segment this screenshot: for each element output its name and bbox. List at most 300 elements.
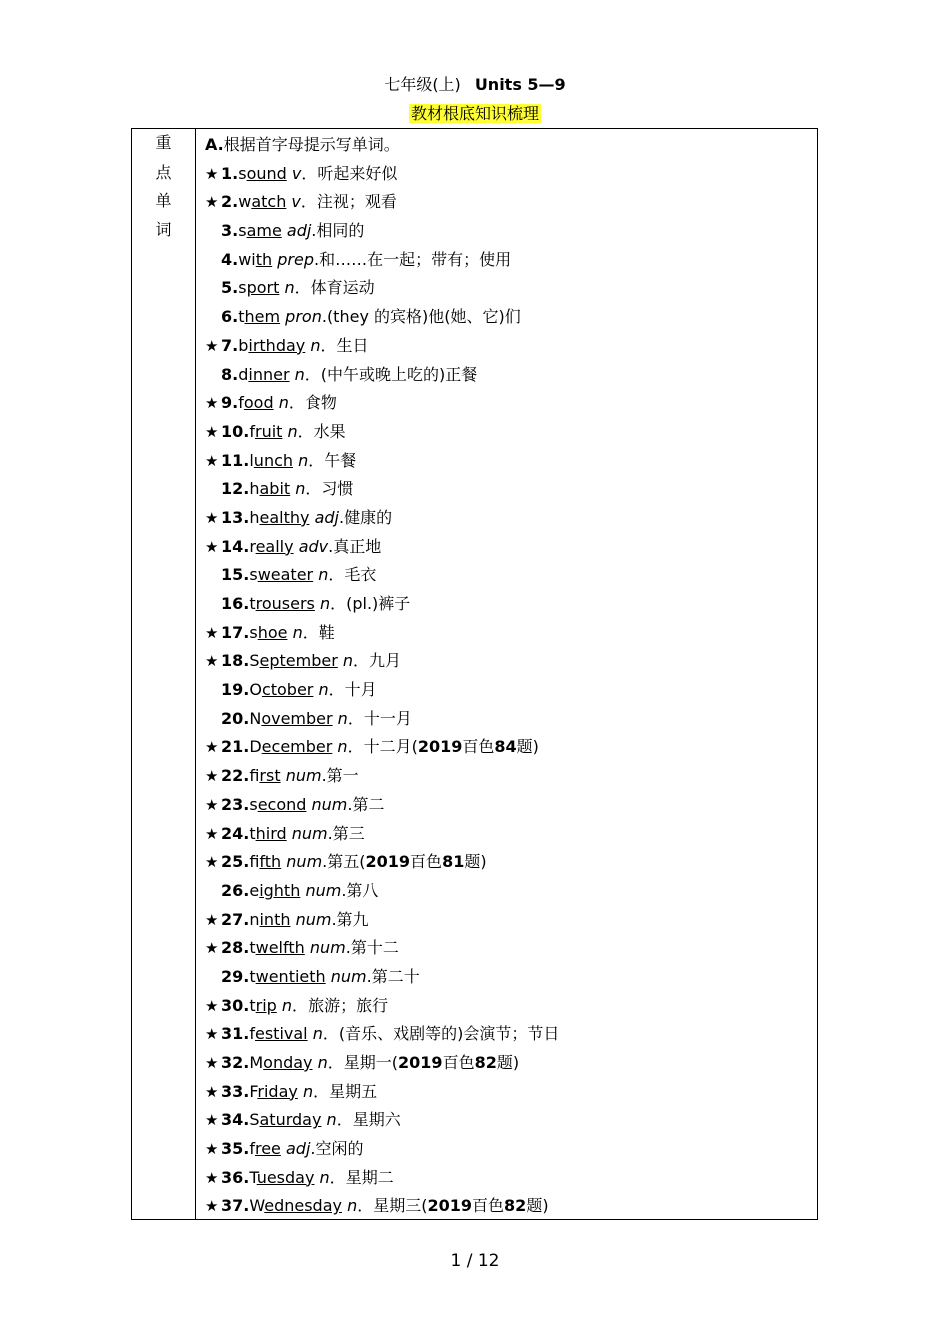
- vocab-item: [205, 1082, 810, 1111]
- pos-separator: ．: [357, 1196, 374, 1216]
- pos-separator: ．: [347, 708, 364, 728]
- answer-word: ree: [254, 1139, 281, 1159]
- meaning-text: 第十二: [350, 938, 399, 958]
- exam-place: 百色: [410, 852, 443, 872]
- meaning-text: 听起来好似: [317, 163, 398, 183]
- exam-question-number: 82: [474, 1053, 497, 1072]
- meaning-text: 星期五: [329, 1081, 378, 1101]
- item-number: 13.: [221, 507, 250, 527]
- part-of-speech: n: [319, 1167, 330, 1187]
- grade-label: 七年级(上): [384, 75, 461, 94]
- pos-separator: ．: [329, 1167, 346, 1187]
- pos-separator: ．: [302, 622, 319, 642]
- first-letter: S: [249, 651, 260, 671]
- vocab-item: [205, 508, 810, 537]
- exam-question-word: 题: [526, 1196, 543, 1216]
- item-number: 20.: [221, 708, 250, 728]
- item-number: 8.: [221, 364, 239, 384]
- instruction-row: [205, 135, 810, 164]
- vocab-item: [205, 680, 810, 709]
- meaning-text: (pl.)裤子: [346, 594, 411, 613]
- part-of-speech: pron: [285, 307, 322, 327]
- vocab-item: ★ 25.fifth num.第五(2019百色81题): [205, 852, 487, 872]
- item-number: 27.: [221, 909, 250, 929]
- part-of-speech: adj: [314, 507, 339, 527]
- item-number: 2.: [221, 192, 239, 212]
- part-of-speech: prep: [277, 249, 314, 269]
- pos-separator: .: [366, 966, 372, 986]
- pos-separator: ．: [320, 335, 337, 355]
- answer-word: ifth: [259, 852, 282, 872]
- part-of-speech: n: [337, 708, 348, 728]
- meaning-text: 十二月: [363, 737, 412, 757]
- first-letter: t: [249, 966, 256, 986]
- pos-separator: .: [341, 880, 347, 900]
- part-of-speech: n: [312, 1024, 323, 1044]
- first-letter: t: [249, 938, 256, 958]
- part-of-speech: adj: [286, 1139, 311, 1159]
- pos-separator: .: [310, 1139, 316, 1159]
- answer-word: irst: [259, 766, 281, 786]
- answer-word: econd: [257, 794, 307, 814]
- item-number: 11.: [221, 450, 250, 470]
- vocab-item: [205, 795, 810, 824]
- first-letter: t: [249, 594, 256, 613]
- category-char: 词: [155, 220, 172, 239]
- answer-word: irthday: [248, 335, 306, 355]
- answer-word: welfth: [255, 938, 305, 958]
- vocab-item: [205, 938, 810, 967]
- part-of-speech: num: [295, 909, 332, 929]
- first-letter: s: [238, 278, 247, 298]
- meaning-text: 鞋: [318, 622, 335, 642]
- pos-separator: ．: [353, 651, 370, 671]
- first-letter: h: [249, 479, 260, 499]
- item-number: 6.: [221, 307, 239, 327]
- meaning-text: 九月: [369, 651, 402, 671]
- meaning-text: 星期一: [343, 1053, 392, 1072]
- first-letter: M: [249, 1053, 264, 1072]
- answer-word: onday: [263, 1053, 313, 1072]
- answer-word: ruit: [254, 421, 283, 441]
- meaning-text: 相同的: [316, 221, 365, 241]
- pos-separator: ．: [292, 995, 309, 1015]
- category-column: [132, 129, 196, 1219]
- vocab-item: [205, 336, 810, 365]
- meaning-text: 习惯: [321, 479, 354, 499]
- meaning-text: 十一月: [363, 708, 412, 728]
- star-marker: ★: [205, 451, 219, 470]
- first-letter: f: [249, 421, 255, 441]
- pos-separator: ．: [322, 1024, 339, 1044]
- first-letter: T: [249, 1167, 257, 1187]
- pos-separator: .: [322, 852, 328, 872]
- pos-separator: ．: [294, 278, 311, 298]
- vocab-item: [205, 422, 810, 451]
- item-number: 19.: [221, 680, 250, 700]
- star-marker: ★: [205, 1140, 219, 1159]
- first-letter: s: [249, 794, 258, 814]
- vocab-item: [205, 651, 810, 680]
- vocab-item: [205, 881, 810, 910]
- star-marker: ★: [205, 996, 219, 1015]
- first-letter: e: [249, 880, 260, 900]
- exam-question-number: 82: [504, 1196, 527, 1216]
- meaning-text: (音乐、戏剧等的)会演节；节日: [338, 1024, 560, 1044]
- instruction-text: 根据首字母提示写单词。: [223, 135, 400, 154]
- vocab-item: [205, 451, 810, 480]
- item-number: 23.: [221, 794, 250, 814]
- vocab-item: [205, 594, 810, 623]
- answer-word: rousers: [255, 594, 315, 613]
- item-number: 28.: [221, 938, 250, 958]
- first-letter: N: [249, 708, 262, 728]
- vocab-item: [205, 565, 810, 594]
- part-of-speech: num: [285, 766, 322, 786]
- meaning-text: 水果: [313, 421, 346, 441]
- vocab-item: [205, 1024, 810, 1053]
- meaning-text: 体育运动: [310, 278, 375, 298]
- instruction-label: A.: [205, 135, 224, 154]
- part-of-speech: n: [278, 393, 289, 413]
- item-number: 24.: [221, 823, 250, 843]
- first-letter: s: [249, 565, 258, 585]
- answer-word: hem: [244, 307, 281, 327]
- item-number: 33.: [221, 1081, 250, 1101]
- meaning-text: 第九: [336, 909, 369, 929]
- pos-separator: ．: [328, 680, 345, 700]
- part-of-speech: n: [326, 1110, 337, 1130]
- meaning-text: 星期二: [345, 1167, 394, 1187]
- first-letter: s: [238, 221, 247, 241]
- answer-word: unch: [253, 450, 294, 470]
- vocab-table: [131, 128, 818, 1220]
- meaning-text: 生日: [336, 335, 369, 355]
- part-of-speech: n: [347, 1196, 358, 1216]
- exam-year: 2019: [365, 852, 411, 872]
- first-letter: f: [249, 852, 260, 872]
- pos-separator: .: [311, 221, 317, 241]
- exam-question-word: 题: [516, 737, 533, 757]
- star-marker: ★: [205, 738, 219, 757]
- section-title: [0, 103, 950, 125]
- part-of-speech: n: [342, 651, 354, 671]
- part-of-speech: num: [330, 966, 367, 986]
- meaning-text: 第五: [327, 852, 360, 872]
- answer-word: hird: [255, 823, 287, 843]
- pos-separator: ．: [313, 1081, 330, 1101]
- item-number: 30.: [221, 995, 250, 1015]
- item-number: 18.: [221, 651, 250, 671]
- first-letter: r: [249, 536, 256, 556]
- part-of-speech: n: [318, 565, 329, 585]
- part-of-speech: n: [295, 479, 306, 499]
- category-char: 重: [155, 133, 172, 152]
- meaning-text: 真正地: [333, 536, 382, 556]
- meaning-text: 第二: [352, 794, 385, 814]
- item-number: 21.: [221, 737, 250, 757]
- vocab-item: ★ 21.December n．十二月(2019百色84题): [205, 737, 539, 757]
- answer-word: estival: [254, 1024, 308, 1044]
- part-of-speech: n: [317, 1053, 328, 1072]
- answer-word: inth: [259, 909, 291, 929]
- meaning-text: 健康的: [344, 507, 393, 527]
- answer-word: ovember: [261, 708, 333, 728]
- vocab-item: [205, 307, 810, 336]
- part-of-speech: n: [284, 278, 295, 298]
- vocab-item: [205, 709, 810, 738]
- part-of-speech: n: [294, 364, 305, 384]
- first-letter: t: [238, 307, 245, 327]
- vocab-item: [205, 537, 810, 566]
- pos-separator: .: [321, 766, 327, 786]
- star-marker: ★: [205, 394, 219, 413]
- part-of-speech: n: [281, 995, 293, 1015]
- answer-word: weater: [257, 565, 314, 585]
- item-number: 29.: [221, 966, 250, 986]
- answer-word: abit: [259, 479, 291, 499]
- first-letter: D: [249, 737, 262, 757]
- meaning-text: 毛衣: [344, 565, 377, 585]
- answer-word: th: [255, 249, 273, 269]
- part-of-speech: adv: [298, 536, 329, 556]
- item-number: 31.: [221, 1024, 250, 1044]
- item-number: 9.: [221, 393, 239, 413]
- star-marker: ★: [205, 336, 219, 355]
- first-letter: t: [249, 995, 256, 1015]
- item-number: 12.: [221, 479, 250, 499]
- answer-word: ighth: [259, 880, 301, 900]
- vocab-item: [205, 278, 810, 307]
- pos-separator: ．: [347, 737, 364, 757]
- part-of-speech: n: [302, 1081, 314, 1101]
- vocab-item: [205, 766, 810, 795]
- meaning-text: 星期六: [352, 1110, 401, 1130]
- pos-separator: ．: [304, 364, 321, 384]
- star-marker: ★: [205, 767, 219, 786]
- meaning-text: 星期三: [373, 1196, 422, 1216]
- answer-word: ound: [246, 163, 287, 183]
- star-marker: ★: [205, 422, 219, 441]
- meaning-text: 空闲的: [315, 1139, 364, 1159]
- vocab-item: ★ 32.Monday n．星期一(2019百色82题): [205, 1053, 520, 1072]
- answer-word: riday: [257, 1081, 298, 1101]
- first-letter: f: [249, 766, 260, 786]
- first-letter: O: [249, 680, 262, 700]
- star-marker: ★: [205, 1054, 219, 1072]
- vocab-list: [205, 135, 810, 1225]
- meaning-text: (中午或晚上吃的)正餐: [320, 364, 478, 384]
- star-marker: ★: [205, 910, 219, 929]
- pos-separator: ．: [327, 1053, 344, 1072]
- part-of-speech: n: [337, 737, 348, 757]
- vocab-item: [205, 623, 810, 652]
- star-marker: ★: [205, 1168, 219, 1187]
- exam-place: 百色: [472, 1196, 505, 1216]
- vocab-item: [205, 164, 810, 193]
- vocab-item: [205, 393, 810, 422]
- first-letter: wi: [238, 249, 256, 269]
- part-of-speech: n: [310, 335, 321, 355]
- item-number: 32.: [221, 1053, 250, 1072]
- answer-word: eptember: [259, 651, 338, 671]
- units-label: Units 5—9: [474, 75, 566, 94]
- pos-separator: ．: [288, 393, 305, 413]
- star-marker: ★: [205, 164, 219, 183]
- part-of-speech: num: [305, 880, 342, 900]
- vocab-item: [205, 967, 810, 996]
- item-number: 34.: [221, 1110, 250, 1130]
- exam-question-word: 题: [496, 1053, 513, 1072]
- vocab-item: [205, 910, 810, 939]
- item-number: 36.: [221, 1167, 250, 1187]
- vocab-item: [205, 479, 810, 508]
- first-letter: d: [238, 364, 249, 384]
- vocab-item: [205, 996, 810, 1025]
- category-char: 点: [155, 163, 172, 182]
- exam-year: 2019: [417, 737, 463, 757]
- answer-word: rip: [255, 995, 277, 1015]
- pos-separator: .: [321, 307, 327, 327]
- first-letter: S: [249, 1110, 260, 1130]
- meaning-text: 第三: [332, 823, 365, 843]
- meaning-text: 注视；观看: [316, 192, 397, 212]
- answer-word: ecember: [261, 737, 333, 757]
- vocab-item: [205, 365, 810, 394]
- pos-separator: .: [345, 938, 351, 958]
- part-of-speech: adj: [286, 221, 312, 241]
- pos-separator: .: [331, 909, 337, 929]
- vocab-item: [205, 1110, 810, 1139]
- item-number: 14.: [221, 536, 250, 556]
- part-of-speech: n: [318, 680, 329, 700]
- pos-separator: .: [338, 507, 345, 527]
- pos-separator: .: [314, 249, 320, 269]
- first-letter: n: [249, 909, 260, 929]
- pos-separator: ．: [308, 450, 325, 470]
- item-number: 17.: [221, 622, 250, 642]
- answer-word: port: [246, 278, 280, 298]
- first-letter: b: [238, 335, 249, 355]
- star-marker: ★: [205, 824, 219, 843]
- meaning-text: (they 的宾格)他(她、它)们: [326, 307, 521, 327]
- part-of-speech: num: [311, 794, 348, 814]
- star-marker: ★: [205, 508, 219, 527]
- answer-word: ctober: [261, 680, 314, 700]
- pos-separator: ．: [301, 163, 318, 183]
- pos-separator: ．: [300, 192, 317, 212]
- answer-word: ealthy: [259, 507, 310, 527]
- vocab-item: [205, 1139, 810, 1168]
- answer-word: ood: [243, 393, 274, 413]
- star-marker: ★: [205, 795, 219, 814]
- vocab-item: [205, 824, 810, 853]
- exam-place: 百色: [442, 1053, 475, 1072]
- first-letter: t: [249, 823, 256, 843]
- star-marker: ★: [205, 1082, 219, 1101]
- first-letter: F: [249, 1081, 258, 1101]
- part-of-speech: n: [287, 421, 298, 441]
- part-of-speech: n: [292, 622, 303, 642]
- exam-question-number: 84: [494, 737, 517, 757]
- answer-word: eally: [255, 536, 294, 556]
- first-letter: f: [249, 1139, 255, 1159]
- answer-word: ednesday: [264, 1196, 342, 1216]
- part-of-speech: v: [291, 192, 301, 212]
- meaning-text: 食物: [304, 393, 337, 413]
- star-marker: ★: [205, 853, 219, 872]
- answer-word: ame: [246, 221, 282, 241]
- first-letter: f: [238, 393, 244, 413]
- first-letter: f: [249, 1024, 255, 1044]
- item-number: 3.: [221, 221, 239, 241]
- star-marker: ★: [205, 1025, 219, 1044]
- meaning-text: 旅游；旅行: [308, 995, 389, 1015]
- star-marker: ★: [205, 652, 219, 671]
- pos-separator: ．: [328, 565, 345, 585]
- answer-word: inner: [248, 364, 290, 384]
- part-of-speech: n: [319, 594, 331, 613]
- item-number: 15.: [221, 565, 250, 585]
- item-number: 22.: [221, 766, 250, 786]
- meaning-text: 和……在一起；带有；使用: [319, 249, 512, 269]
- first-letter: l: [249, 450, 254, 470]
- pos-separator: ．: [330, 594, 347, 613]
- pos-separator: ．: [336, 1110, 353, 1130]
- part-of-speech: num: [291, 823, 328, 843]
- vocab-item: ★ 37.Wednesday n．星期三(2019百色82题): [205, 1196, 549, 1216]
- pos-separator: ．: [305, 479, 322, 499]
- part-of-speech: n: [298, 450, 309, 470]
- star-marker: ★: [205, 1111, 219, 1130]
- answer-word: hoe: [257, 622, 288, 642]
- first-letter: w: [238, 192, 252, 212]
- pos-separator: .: [328, 536, 334, 556]
- exam-year: 2019: [427, 1196, 473, 1216]
- item-number: 16.: [221, 594, 250, 613]
- answer-word: wentieth: [255, 966, 326, 986]
- first-letter: s: [238, 163, 247, 183]
- star-marker: ★: [205, 939, 219, 958]
- meaning-text: 十月: [344, 680, 377, 700]
- first-letter: W: [249, 1196, 265, 1216]
- answer-word: aturday: [259, 1110, 322, 1130]
- document-title: [0, 75, 950, 95]
- item-number: 4.: [221, 249, 239, 269]
- page-number: 1 / 12: [450, 1251, 500, 1271]
- star-marker: ★: [205, 1197, 219, 1216]
- vocab-item: [205, 1168, 810, 1197]
- item-number: 37.: [221, 1196, 250, 1216]
- vocab-item: [205, 250, 810, 279]
- vocab-item: [205, 192, 810, 221]
- vocab-item: [205, 221, 810, 250]
- item-number: 25.: [221, 852, 250, 872]
- category-char: 单: [155, 191, 172, 210]
- part-of-speech: num: [286, 852, 323, 872]
- part-of-speech: v: [291, 163, 302, 183]
- item-number: 7.: [221, 335, 239, 355]
- meaning-text: 第二十: [371, 966, 420, 986]
- star-marker: ★: [205, 537, 219, 556]
- star-marker: ★: [205, 623, 219, 642]
- answer-word: uesday: [256, 1167, 315, 1187]
- first-letter: h: [249, 507, 260, 527]
- first-letter: s: [249, 622, 258, 642]
- exam-year: 2019: [398, 1053, 443, 1072]
- pos-separator: .: [347, 794, 353, 814]
- section-title-text: 教材根底知识梳理: [410, 104, 539, 123]
